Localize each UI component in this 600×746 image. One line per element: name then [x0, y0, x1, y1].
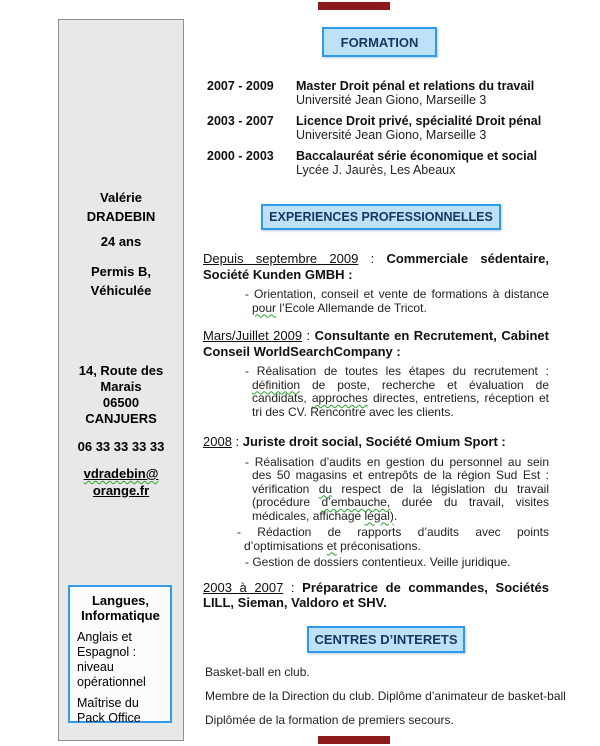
address-line: 06500 — [102, 395, 140, 410]
job-entry-1 — [203, 251, 549, 315]
job-entry-3 — [203, 434, 549, 570]
formation-school: Lycée J. Jaurès, Les Abeaux — [296, 163, 456, 177]
job-separator: : — [283, 579, 303, 595]
misspelled-word: légal) — [364, 508, 394, 523]
job-role: Préparatrice de commandes, Sociétés LILL, Sieman, Valdoro et SHV. — [203, 579, 549, 610]
misspelled-word[interactable]: vdradebin@ — [83, 466, 159, 481]
sidebar — [58, 19, 184, 741]
job-period: Depuis septembre 2009 — [203, 251, 359, 266]
formation-dates: 2000 - 2003 — [207, 149, 274, 163]
email-line — [59, 465, 183, 482]
experiences-list — [203, 251, 549, 611]
job-bullet — [203, 288, 549, 315]
formation-row — [207, 149, 557, 177]
address-line: CANJUERS — [85, 411, 157, 426]
bullet-text: l’Ecole Allemande de Tricot. — [276, 300, 427, 315]
skills-body — [77, 630, 164, 726]
candidate-last-name: DRADEBIN — [86, 209, 156, 224]
job-heading — [203, 434, 549, 450]
job-entry-4 — [203, 580, 549, 611]
job-period: 2008 — [203, 434, 232, 449]
job-heading-tail: : — [392, 343, 401, 359]
bullet-text: préconisations. — [336, 538, 421, 553]
bullet-text: de poste, recherche et évaluation de candidats, — [252, 377, 549, 405]
driving-permit — [59, 262, 183, 300]
job-heading — [203, 251, 549, 282]
formation-school: Université Jean Giono, Marseille 3 — [296, 128, 487, 142]
formation-list — [207, 79, 557, 184]
bullet-text: . — [393, 508, 398, 523]
misspelled-word: définition — [252, 377, 301, 392]
job-heading-tail: : — [344, 266, 353, 282]
formation-degree: Baccalauréat série économique et social — [296, 149, 538, 163]
job-period: 2003 à 2007 — [203, 579, 284, 595]
email-line[interactable]: orange.fr — [92, 483, 150, 498]
software-text: Maîtrise du Pack Office — [77, 696, 141, 725]
address-line: 14, Route des — [78, 363, 164, 378]
job-role: Juriste droit social, Société Omium Sport — [242, 434, 498, 449]
misspelled-word: du — [318, 481, 333, 496]
formation-detail — [296, 79, 534, 107]
interest-line: Basket-ball en club. — [205, 665, 310, 679]
interest-line: Diplômée de la formation de premiers secours. — [205, 713, 454, 727]
bullet-text: - Réalisation d’audits en gestion du personnel au sein des 50 magasins et entrepôts de la région Sud Est : vérification — [245, 454, 549, 496]
email-link[interactable] — [59, 465, 183, 499]
formation-detail — [296, 114, 541, 142]
job-heading-tail: : — [497, 434, 506, 449]
phone-number: 06 33 33 33 33 — [77, 439, 165, 454]
skills-box-title — [77, 593, 164, 623]
job-bullets — [203, 365, 549, 419]
candidate-name — [59, 188, 183, 226]
job-bullet — [203, 526, 549, 553]
interest-line: Membre de la Direction du club. Diplôme d’animateur de basket-ball — [205, 689, 566, 703]
formation-degree: Licence Droit privé, spécialité Droit pénal — [296, 114, 542, 128]
job-separator: : — [358, 251, 387, 266]
section-header-experiences: EXPERIENCES PROFESSIONNELLES — [261, 204, 501, 230]
job-bullet — [203, 456, 549, 524]
languages-text: Anglais et Espagnol : niveau opérationnel — [77, 630, 146, 689]
redaction-mark-top — [318, 2, 390, 10]
job-bullets — [203, 288, 549, 315]
formation-row — [207, 79, 557, 107]
formation-row — [207, 114, 557, 142]
job-heading — [203, 580, 549, 611]
bullet-text: respect de la législation du travail (procédure — [252, 481, 549, 509]
job-bullets — [203, 456, 549, 570]
job-period: Mars/Juillet 2009 — [203, 328, 303, 343]
skills-box — [68, 585, 172, 723]
section-header-formation: FORMATION — [322, 27, 437, 57]
skills-title-line: Informatique — [81, 608, 160, 623]
job-bullet — [203, 365, 549, 419]
misspelled-word: et — [326, 538, 337, 553]
bullet-text: durée du travail, visites médicales, affichage — [252, 495, 549, 523]
section-header-interests: CENTRES D’INTERETS — [307, 626, 465, 653]
address-line: Marais — [100, 379, 142, 394]
bullet-text: - Réalisation de toutes les étapes du recrutement : — [245, 364, 549, 378]
bullet-text: - Rédaction de rapports d’audits avec points d’optimisations — [237, 525, 549, 553]
bullet-text: directes, entretiens, réception et tri des CV. Rencontre avec les clients. — [252, 391, 550, 419]
job-entry-2 — [203, 328, 549, 419]
formation-degree: Master Droit pénal et relations du travail — [296, 79, 535, 93]
misspelled-word: d’embauche, — [321, 495, 391, 509]
candidate-first-name: Valérie — [100, 190, 142, 205]
permit-line: Permis B, — [91, 264, 151, 279]
misspelled-word: approches — [311, 391, 368, 405]
job-separator: : — [231, 434, 243, 449]
formation-dates: 2003 - 2007 — [207, 114, 274, 128]
interests-list — [205, 665, 566, 738]
formation-dates: 2007 - 2009 — [207, 79, 274, 93]
job-role: Commerciale sédentaire, Société Kunden GMBH — [203, 251, 550, 282]
job-heading — [203, 328, 549, 359]
candidate-age: 24 ans — [100, 234, 142, 249]
postal-address — [59, 363, 183, 427]
job-role: Consultante en Recrutement, Cabinet Conseil WorldSearchCompany — [203, 328, 549, 359]
job-bullet: - Gestion de dossiers contentieux. Veille juridique. — [245, 555, 511, 569]
bullet-text: - Orientation, conseil et vente de formations à distance — [245, 287, 549, 301]
permit-line: Véhiculée — [90, 283, 152, 298]
formation-school: Université Jean Giono, Marseille 3 — [296, 93, 487, 107]
job-separator: : — [302, 328, 315, 343]
misspelled-word: pour — [252, 300, 277, 315]
formation-detail — [296, 149, 537, 177]
skills-title-line: Langues, — [91, 593, 150, 608]
